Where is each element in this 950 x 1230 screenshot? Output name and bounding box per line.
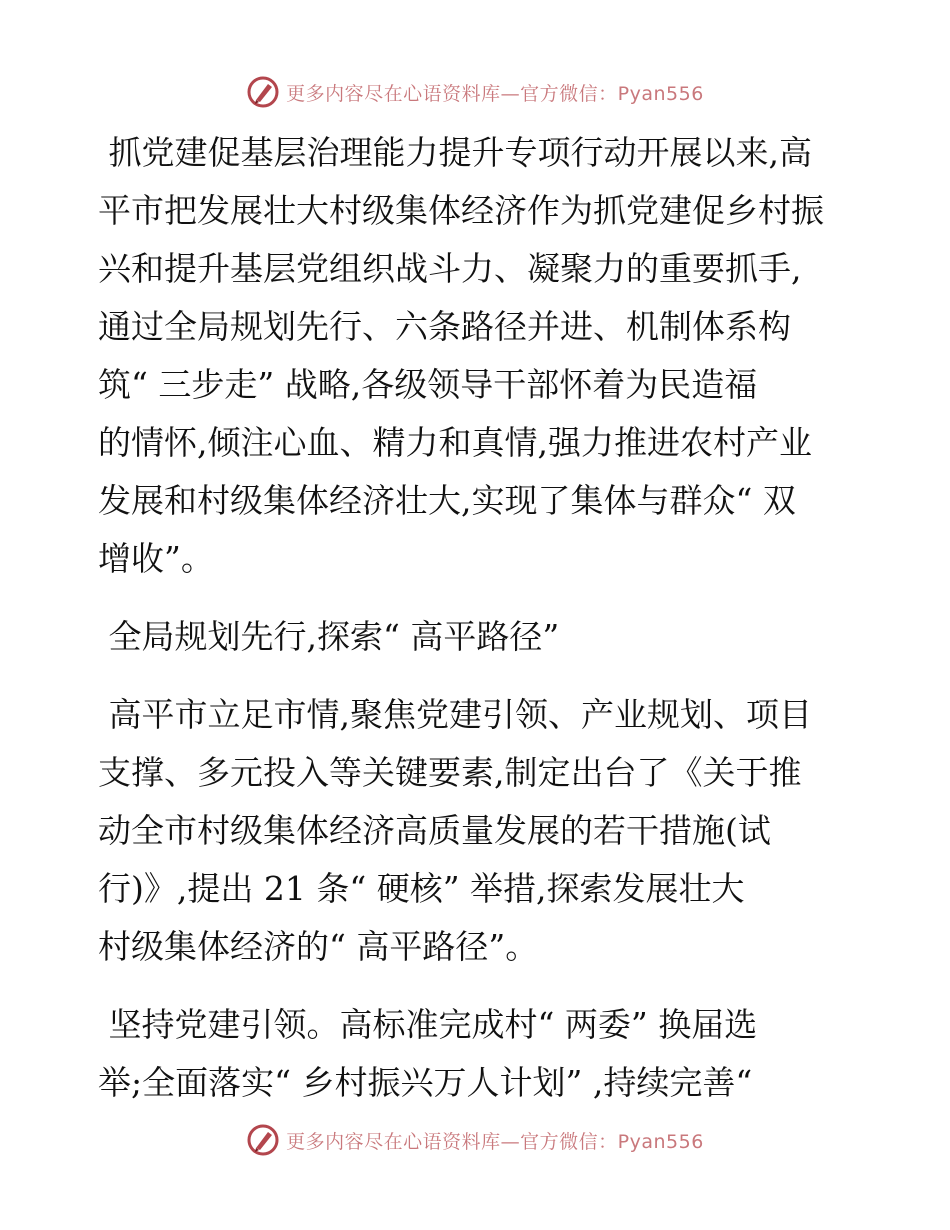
header-watermark — [0, 72, 950, 112]
text-line: 增收”。 — [98, 539, 214, 578]
paragraph-1 — [98, 124, 858, 588]
pen-circle-logo-icon — [246, 75, 280, 109]
document-body — [98, 124, 858, 1112]
text-line: 发展和村级集体经济壮大,实现了集体与群众“ 双 — [98, 481, 796, 520]
text-line: 通过全局规划先行、六条路径并进、机制体系构 — [98, 307, 791, 346]
text-line: 举;全面落实“ 乡村振兴万人计划” ,持续完善“ — [98, 1063, 753, 1102]
pen-circle-logo-icon — [246, 1123, 280, 1157]
text-line: 全局规划先行,探索“ 高平路径” — [98, 617, 560, 656]
section-heading — [98, 608, 858, 666]
paragraph-3 — [98, 996, 858, 1112]
text-line: 的情怀,倾注心血、精力和真情,强力推进农村产业 — [98, 423, 812, 462]
text-line: 高平市立足市情,聚焦党建引领、产业规划、项目 — [98, 695, 812, 734]
footer-watermark — [0, 1120, 950, 1160]
text-line: 村级集体经济的“ 高平路径”。 — [98, 927, 539, 966]
text-line: 兴和提升基层党组织战斗力、凝聚力的重要抓手, — [98, 249, 802, 288]
text-line: 动全市村级集体经济高质量发展的若干措施(试 — [98, 811, 771, 850]
watermark-text: 更多内容尽在心语资料库—官方微信：Pyan556 — [286, 1130, 704, 1153]
text-line: 筑“ 三步走” 战略,各级领导干部怀着为民造福 — [98, 365, 758, 404]
text-line: 抓党建促基层治理能力提升专项行动开展以来,高 — [98, 133, 812, 172]
text-line: 支撑、多元投入等关键要素,制定出台了《关于推 — [98, 753, 802, 792]
paragraph-2 — [98, 686, 858, 976]
text-line: 坚持党建引领。高标准完成村“ 两委” 换届选 — [98, 1005, 758, 1044]
text-line: 平市把发展壮大村级集体经济作为抓党建促乡村振 — [98, 191, 824, 230]
text-line: 行)》,提出 21 条“ 硬核” 举措,探索发展壮大 — [98, 869, 745, 908]
watermark-text: 更多内容尽在心语资料库—官方微信：Pyan556 — [286, 82, 704, 105]
